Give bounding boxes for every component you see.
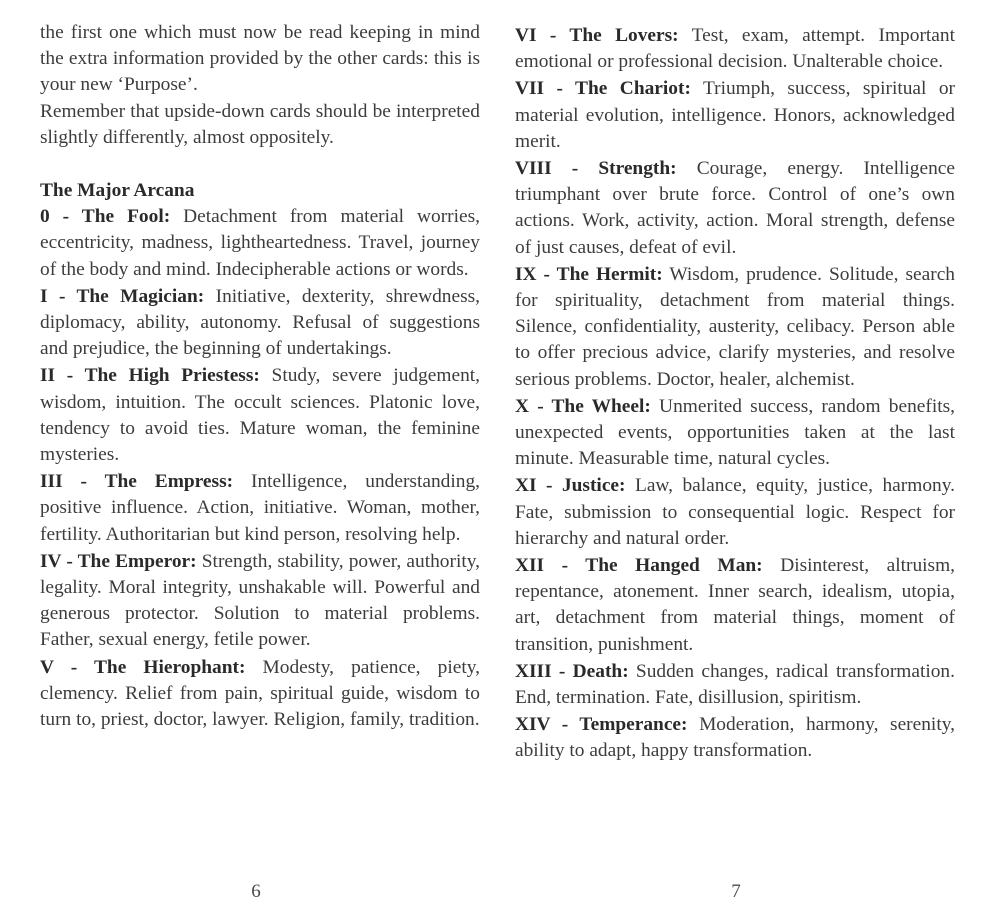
- right-page: [515, 23, 955, 766]
- card-name: II - The High Priestess:: [40, 365, 260, 387]
- card-description: Wisdom, prudence. Solitude, search for spirituality, detachment from material things. Silence, confidentiality, austerity, celibacy. Person able to offer precious advice, clarify mysteries, and resolve serious problems. Doctor, healer, alchemist.: [515, 263, 955, 390]
- card-entry-hanged-man: [515, 553, 955, 658]
- card-entry-justice: [515, 473, 955, 552]
- intro-paragraph: Remember that upside-down cards should be interpreted slightly differently, almost oppositely.: [40, 100, 480, 148]
- card-name: X - The Wheel:: [515, 395, 651, 417]
- page-number: 7: [731, 881, 741, 902]
- card-description: Unmerited success, random benefits, unexpected events, opportunities taken at the last minute. Measurable time, natural cycles.: [515, 395, 955, 470]
- card-description: Strength, stability, power, authority, legality. Moral integrity, unshakable will. Powerful and generous protector. Solution to material problems. Father, sexual energy, fetile power.: [40, 550, 480, 651]
- card-entry-empress: [40, 469, 480, 548]
- card-description: Intelligence, understanding, positive influence. Action, initiative. Woman, mother, fertility. Authoritarian but kind person, resolving help.: [40, 471, 480, 545]
- card-entry-fool: [40, 204, 480, 283]
- card-description: Detachment from material worries, eccentricity, madness, lightheartedness. Travel, journey of the body and mind. Indecipherable actions or words.: [40, 206, 480, 280]
- card-name: XIV - Temperance:: [515, 714, 688, 736]
- card-entry-death: [515, 659, 955, 711]
- card-entry-chariot: [515, 76, 955, 155]
- section-heading: The Major Arcana: [40, 180, 195, 202]
- card-name: I - The Magician:: [40, 285, 205, 307]
- card-entry-temperance: [515, 712, 955, 764]
- card-name: VIII - Strength:: [515, 158, 677, 180]
- card-description: Triumph, success, spiritual or material evolution, intelligence. Honors, acknowledged merit.: [515, 78, 955, 152]
- card-description: Study, severe judgement, wisdom, intuition. The occult sciences. Platonic love, tendency to avoid ties. Mature woman, the feminine mysteries.: [40, 365, 481, 466]
- card-description: Modesty, patience, piety, clemency. Relief from pain, spiritual guide, wisdom to turn to, priest, doctor, lawyer. Religion, family, tradition.: [40, 656, 480, 731]
- card-entry-hierophant: [40, 655, 480, 734]
- card-name: VII - The Chariot:: [515, 78, 691, 100]
- card-description: Initiative, dexterity, shrewdness, diplomacy, ability, autonomy. Refusal of suggestions and prejudice, the beginning of undertakings.: [40, 285, 481, 360]
- card-description: Law, balance, equity, justice, harmony. Fate, submission to consequential logic. Respect for hierarchy and natural order.: [515, 475, 955, 549]
- card-entry-magician: [40, 284, 480, 363]
- card-name: XII - The Hanged Man:: [515, 555, 763, 577]
- card-name: XIII - Death:: [515, 660, 629, 682]
- card-description: Disinterest, altruism, repentance, atonement. Inner search, idealism, utopia, art, detachment from material things, moment of transition, punishment.: [515, 555, 956, 655]
- card-name: IX - The Hermit:: [515, 263, 663, 285]
- card-name: III - The Empress:: [40, 471, 234, 493]
- card-name: VI - The Lovers:: [515, 25, 679, 46]
- card-entry-strength: [515, 156, 955, 261]
- intro-paragraph: the first one which must now be read keeping in mind the extra information provided by the other cards: this is your new ‘Purpose’.: [40, 22, 480, 96]
- card-name: XI - Justice:: [515, 475, 626, 497]
- card-entry-lovers: [515, 23, 955, 75]
- card-name: V - The Hierophant:: [40, 656, 246, 678]
- card-description: Moderation, harmony, serenity, ability to adapt, happy transformation.: [515, 714, 955, 762]
- card-entry-high-priestess: [40, 363, 480, 468]
- card-entry-hermit: [515, 262, 955, 393]
- page-number: 6: [251, 881, 261, 902]
- card-description: Courage, energy. Intelligence triumphant over brute force. Control of one’s own actions. Work, activity, action. Moral strength, defense of just causes, defeat of evil.: [515, 158, 955, 258]
- card-description: Sudden changes, radical transformation. End, termination. Fate, disillusion, spiritism.: [515, 660, 955, 709]
- card-name: 0 - The Fool:: [40, 206, 171, 228]
- card-entry-wheel: [515, 394, 955, 473]
- card-description: Test, exam, attempt. Important emotional or professional decision. Unalterable choice.: [515, 25, 955, 73]
- card-name: IV - The Emperor:: [40, 550, 197, 572]
- card-entry-emperor: [40, 549, 480, 654]
- left-page: [40, 20, 480, 734]
